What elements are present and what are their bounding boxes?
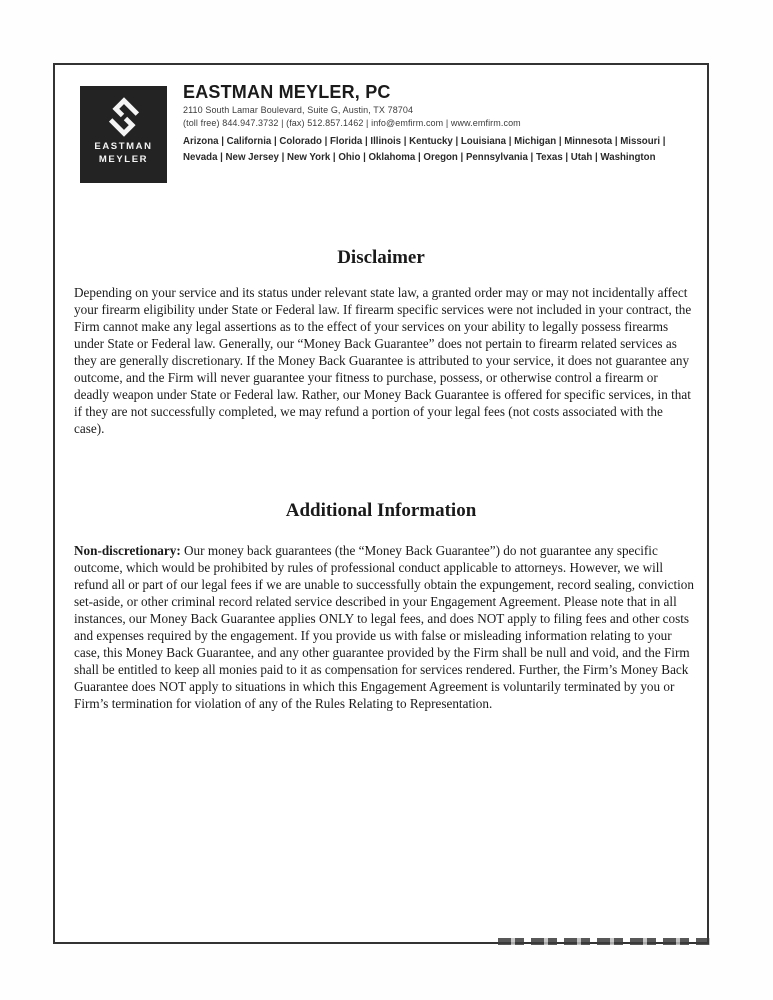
page-border-frame xyxy=(53,63,709,944)
additional-information-heading: Additional Information xyxy=(285,500,477,521)
licensed-states-list: Arizona | California | Colorado | Florida | Illinois | Kentucky | Louisiana | Michigan | Minnesota | Missouri | Nevada | New Jersey | New York | Ohio | Oklahoma | Oregon | Pennsylvania | Texas | Utah | Washington xyxy=(183,136,666,163)
interlocking-s-diamond-icon xyxy=(103,96,145,138)
logo-wordmark-line2: MEYLER xyxy=(98,154,149,165)
firm-contact-line: (toll free) 844.947.3732 | (fax) 512.857.1462 | info@emfirm.com | www.emfirm.com xyxy=(183,118,521,128)
firm-name: EASTMAN MEYLER, PC xyxy=(183,82,391,102)
firm-logo xyxy=(80,86,167,183)
additional-information-paragraph xyxy=(74,542,696,712)
disclaimer-paragraph-text: Depending on your service and its status under relevant state law, a granted order may or may not incidentally affect your firearm eligibility under State or Federal law. If firearm specific services were not included in your contract, the Firm cannot make any legal assertions as to the effect of your services on your ability to legally possess firearms under State or Federal law. Generally, our “Money Back Guarantee” does not pertain to firearm related services as they are generally discretionary. If the Money Back Guarantee is attributed to your service, it does not guarantee any outcome, and the Firm will never guarantee your fitness to purchase, possess, or otherwise control a firearm or deadly weapon under State or Federal law. Rather, our Money Back Guarantee is offered for specific services, in that if they are not successfully completed, we may refund a portion of your legal fees (not costs associated with the case). xyxy=(74,285,692,436)
logo-wordmark-line1: EASTMAN xyxy=(94,141,153,152)
disclaimer-paragraph xyxy=(74,284,696,437)
letterhead xyxy=(183,82,698,165)
additional-information-text: Our money back guarantees (the “Money Back Guarantee”) do not guarantee any specific outcome, which would be prohibited by rules of professional conduct applicable to attorneys. However, we will refund all or part of our legal fees if we are unable to successfully obtain the expungement, record sealing, conviction set-aside, or other criminal record related service described in your Engagement Agreement. Please note that in all instances, our Money Back Guarantee applies ONLY to legal fees, and does NOT apply to filing fees and other costs and expenses required by the engagement. If you provide us with false or misleading information relating to your case, this Money Back Guarantee, and any other guarantee provided by the Firm shall be null and void, and the Firm shall be entitled to keep all monies paid to it as compensation for services rendered. Further, the Firm’s Money Back Guarantee does NOT apply to situations in which this Engagement Agreement is voluntarily terminated by you or Firm’s termination for violation of any of the Rules Relating to Representation. xyxy=(74,543,694,711)
scan-artifact-dashes xyxy=(498,938,710,945)
non-discretionary-label: Non-discretionary: xyxy=(74,543,181,558)
firm-address: 2110 South Lamar Boulevard, Suite G, Austin, TX 78704 xyxy=(183,105,414,115)
disclaimer-heading: Disclaimer xyxy=(337,247,425,268)
